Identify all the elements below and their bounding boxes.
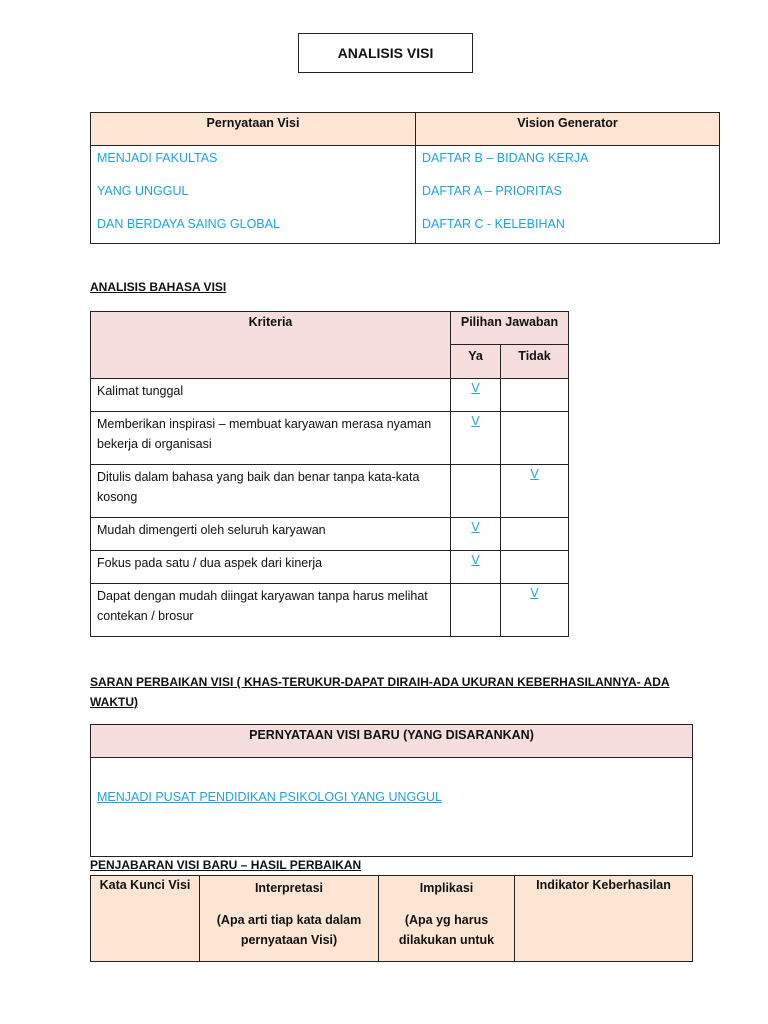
check-mark: V [471, 414, 480, 428]
header-implikasi [379, 876, 515, 962]
ya-cell [451, 412, 501, 465]
header-interpretasi [200, 876, 379, 962]
visi-baru-text: MENJADI PUSAT PENDIDIKAN PSIKOLOGI YANG UNGGUL [97, 790, 442, 804]
header-kata-kunci-visi: Kata Kunci Visi [91, 876, 200, 962]
header-indikator-keberhasilan: Indikator Keberhasilan [515, 876, 693, 962]
vision-generator-cell [416, 146, 720, 244]
header-kriteria: Kriteria [91, 312, 451, 379]
kriteria-cell: Mudah dimengerti oleh seluruh karyawan [91, 518, 451, 551]
page-title: ANALISIS VISI [298, 33, 473, 73]
tidak-cell [501, 465, 569, 518]
ya-cell [451, 551, 501, 584]
interpretasi-title: Interpretasi [254, 881, 324, 895]
tidak-cell [501, 584, 569, 637]
section-label-penjabaran: PENJABARAN VISI BARU – HASIL PERBAIKAN [90, 858, 362, 872]
implikasi-title: Implikasi [419, 881, 474, 895]
ya-cell [451, 465, 501, 518]
check-mark: V [530, 586, 539, 600]
generator-part: DAFTAR B – BIDANG KERJA [422, 151, 589, 165]
section-label-analisis-bahasa: ANALISIS BAHASA VISI [90, 280, 227, 294]
kriteria-cell: Ditulis dalam bahasa yang baik dan benar tanpa kata-kata kosong [91, 465, 451, 518]
header-pilihan-jawaban: Pilihan Jawaban [451, 312, 569, 345]
header-ya: Ya [451, 345, 501, 379]
visi-part: MENJADI FAKULTAS [97, 151, 218, 165]
header-vision-generator: Vision Generator [416, 113, 720, 146]
check-mark: V [471, 381, 480, 395]
pernyataan-visi-cell [91, 146, 416, 244]
kriteria-cell: Memberikan inspirasi – membuat karyawan merasa nyaman bekerja di organisasi [91, 412, 451, 465]
kriteria-cell: Fokus pada satu / dua aspek dari kinerja [91, 551, 451, 584]
vision-generator-table [90, 112, 720, 244]
header-pernyataan-visi: Pernyataan Visi [91, 113, 416, 146]
check-mark: V [471, 553, 480, 567]
section-label-saran-perbaikan: SARAN PERBAIKAN VISI ( KHAS-TERUKUR-DAPAT DIRAIH-ADA UKURAN KEBERHASILANNYA- ADA WAKTU) [90, 675, 670, 709]
visi-part: DAN BERDAYA SAING GLOBAL [97, 217, 280, 231]
tidak-cell [501, 412, 569, 465]
kriteria-table [90, 311, 569, 637]
kriteria-cell: Dapat dengan mudah diingat karyawan tanpa harus melihat contekan / brosur [91, 584, 451, 637]
ya-cell [451, 518, 501, 551]
interpretasi-sub: (Apa arti tiap kata dalam pernyataan Visi) [216, 913, 362, 947]
header-visi-baru: PERNYATAAN VISI BARU (YANG DISARANKAN) [91, 725, 693, 758]
tidak-cell [501, 379, 569, 412]
visi-part: YANG UNGGUL [97, 184, 189, 198]
ya-cell [451, 379, 501, 412]
tidak-cell [501, 518, 569, 551]
generator-part: DAFTAR C - KELEBIHAN [422, 217, 565, 231]
kriteria-cell: Kalimat tunggal [91, 379, 451, 412]
generator-part: DAFTAR A – PRIORITAS [422, 184, 562, 198]
implikasi-sub: (Apa yg harus dilakukan untuk [398, 913, 495, 947]
visi-baru-table [90, 724, 693, 857]
check-mark: V [530, 467, 539, 481]
penjabaran-table [90, 875, 693, 962]
visi-baru-cell [91, 758, 693, 857]
header-tidak: Tidak [501, 345, 569, 379]
ya-cell [451, 584, 501, 637]
check-mark: V [471, 520, 480, 534]
tidak-cell [501, 551, 569, 584]
